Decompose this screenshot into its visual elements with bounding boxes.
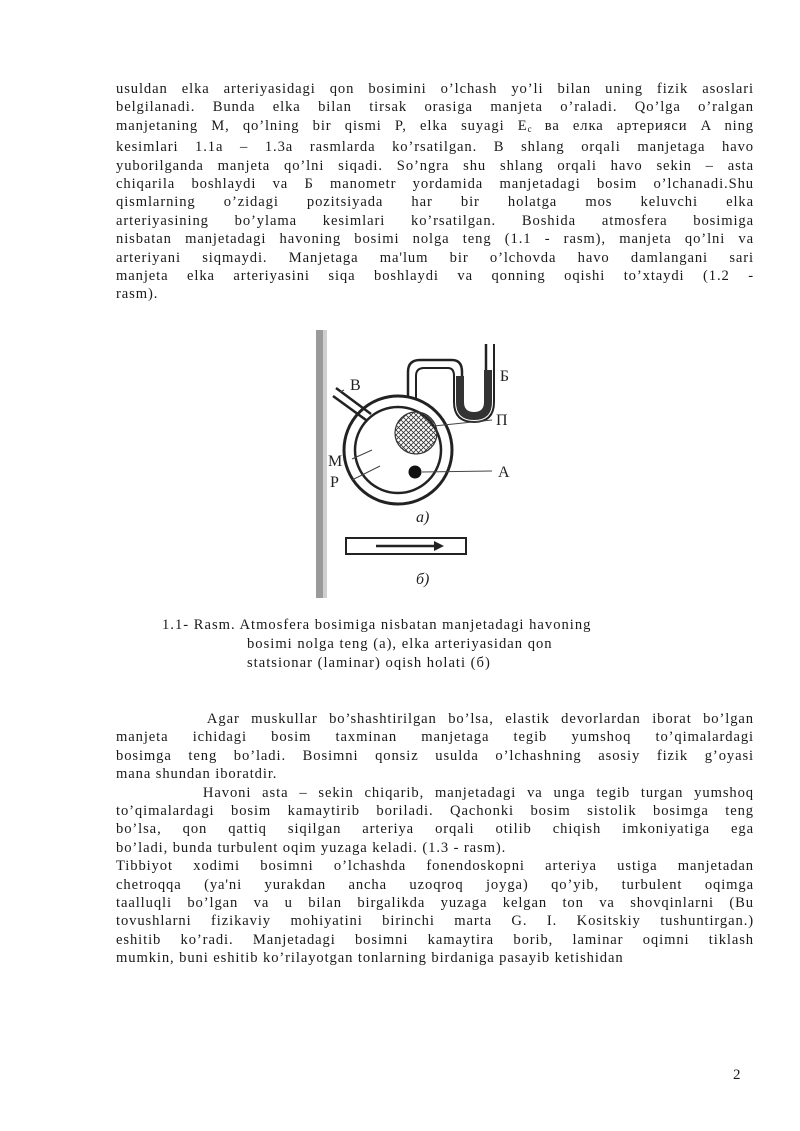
figure-caption-line: 1.1- Rasm. Atmosfera bosimiga nisbatan manjetadagi havoning [162,617,592,633]
text-line: qismlarning o’zidagi pozitsiyada har bir holatga mos keluvchi elka [116,194,754,211]
text-line: mana shundan iboratdir. [116,766,278,783]
label-r: P [330,474,339,491]
text-line: Tibbiyot xodimi bosimni o’lchashda fonendoskopni arteriya ustiga manjetadan [116,858,754,875]
text-line: bo’ladi, bunda turbulent oqim yuzaga keladi. (1.3 - rasm). [116,839,507,856]
text-line: arteriyasining bo’ylama kesimlari ko’rsatilgan. Boshida atmosfera bosimiga [116,212,754,229]
label-b: B [350,377,361,394]
text-line: yuborilganda manjeta qo’lni siqadi. So’ngra shu shlang orqali havo sekin – asta [116,157,754,174]
cuff-outer-ring [344,396,452,504]
subscript: c [527,123,532,134]
leader-line-a [422,471,492,472]
manometer-liquid [456,370,492,420]
text-line: nisbatan manjetadagi havoning bosimi nolga teng (1.1 - rasm), manjeta qo’lni va [116,231,754,248]
text-line: rasm). [116,286,159,303]
text-segment: ва елка артерияси A ning [531,117,754,134]
text-line: usuldan elka arteriyasidagi qon bosimini o’lchash yo’li bilan uning fizik asoslari [116,81,754,97]
label-m: M [328,453,343,470]
text-line: Havoni asta – sekin chiqarib, manjetadagi va unga tegib turgan yumshoq [116,784,754,801]
text-line: kesimlari 1.1a – 1.3a rasmlarda ko’rsatilgan. B shlang orqali manjetaga havo [116,139,754,156]
figure-caption-line: bosimi nolga teng (a), elka arteriyasidan qon [247,636,553,652]
text-segment: manjetaning M, qo’lning bir qismi P, elka suyagi E [116,117,528,134]
text-line: arteriyani siqmaydi. Manjetaga ma'lum bir o’lchovda havo damlangani sari [116,249,754,266]
cuff-diagram-figure [316,330,512,600]
label-part-b: б) [416,571,430,588]
text-line: Agar muskullar bo’shashtirilgan bo’lsa, elastik devorlardan iborat bo’lgan [116,711,754,727]
text-line: belgilanadi. Bunda elka bilan tirsak orasiga manjeta o’raladi. Qo’lga o’ralgan [116,99,754,116]
figure-caption-line: statsionar (laminar) oqish holati (б) [247,655,491,671]
label-a: A [498,464,510,481]
flow-arrow-head [434,541,444,551]
text-line: taalluqli bo’lgan va u bilan birgalikda yuzaga kelgan ton va shovqinlarni (Bu [116,895,754,912]
text-line: tovushlarni fizikaviy mohiyatini birinchi marta G. I. Kositskiy tushuntirgan.) [116,913,754,930]
text-line: bosimga teng bo’ladi. Bosimni qonsiz usulda o’lchashning asosiy fizik g’oyasi [116,747,754,764]
text-line: mumkin, buni eshitib ko’rilayotgan tonlarning birdaniga pasayib ketishidan [116,950,624,967]
arm-strip-shade [323,330,327,598]
bone-sphere [395,412,437,454]
text-line: manjeta ichidagi bosim taxminan manjetaga tegib yumshoq to’qimalardagi [116,729,754,746]
text-line: to’qimalardagi bosim kamaytirib boriladi. Qachonki bosim sistolik bosimga teng [116,803,754,820]
text-line [116,117,754,138]
text-line: manjeta elka arteriyasini siqa boshlaydi va qonning oqishi to’xtaydi (1.2 - [116,268,754,285]
body-paragraph-bottom [116,710,754,968]
artery-dot [409,466,422,479]
label-part-a: а) [416,509,430,526]
text-line: bo’lsa, qon qattiq siqilgan arteriya orqali otilib chiqish imkoniyatiga ega [116,821,754,838]
text-line: eshitib ko’radi. Manjetadagi bosimni kamaytira borib, laminar oqimni tiklash [116,931,754,948]
body-paragraph-top [116,80,754,304]
page-number: 2 [733,1067,741,1083]
label-p: П [496,412,508,429]
arm-strip [316,330,323,598]
text-line: chiqarila boshlaydi va Б manometr yordamida manjetadagi bosim o’lchanadi.Shu [116,176,754,193]
label-manometer: Б [499,368,509,385]
manometer-tube [408,344,486,414]
text-line: chetroqqa (ya'ni yurakdan ancha uzoqroq joyga) qo’yib, turbulent oqimga [116,876,754,893]
